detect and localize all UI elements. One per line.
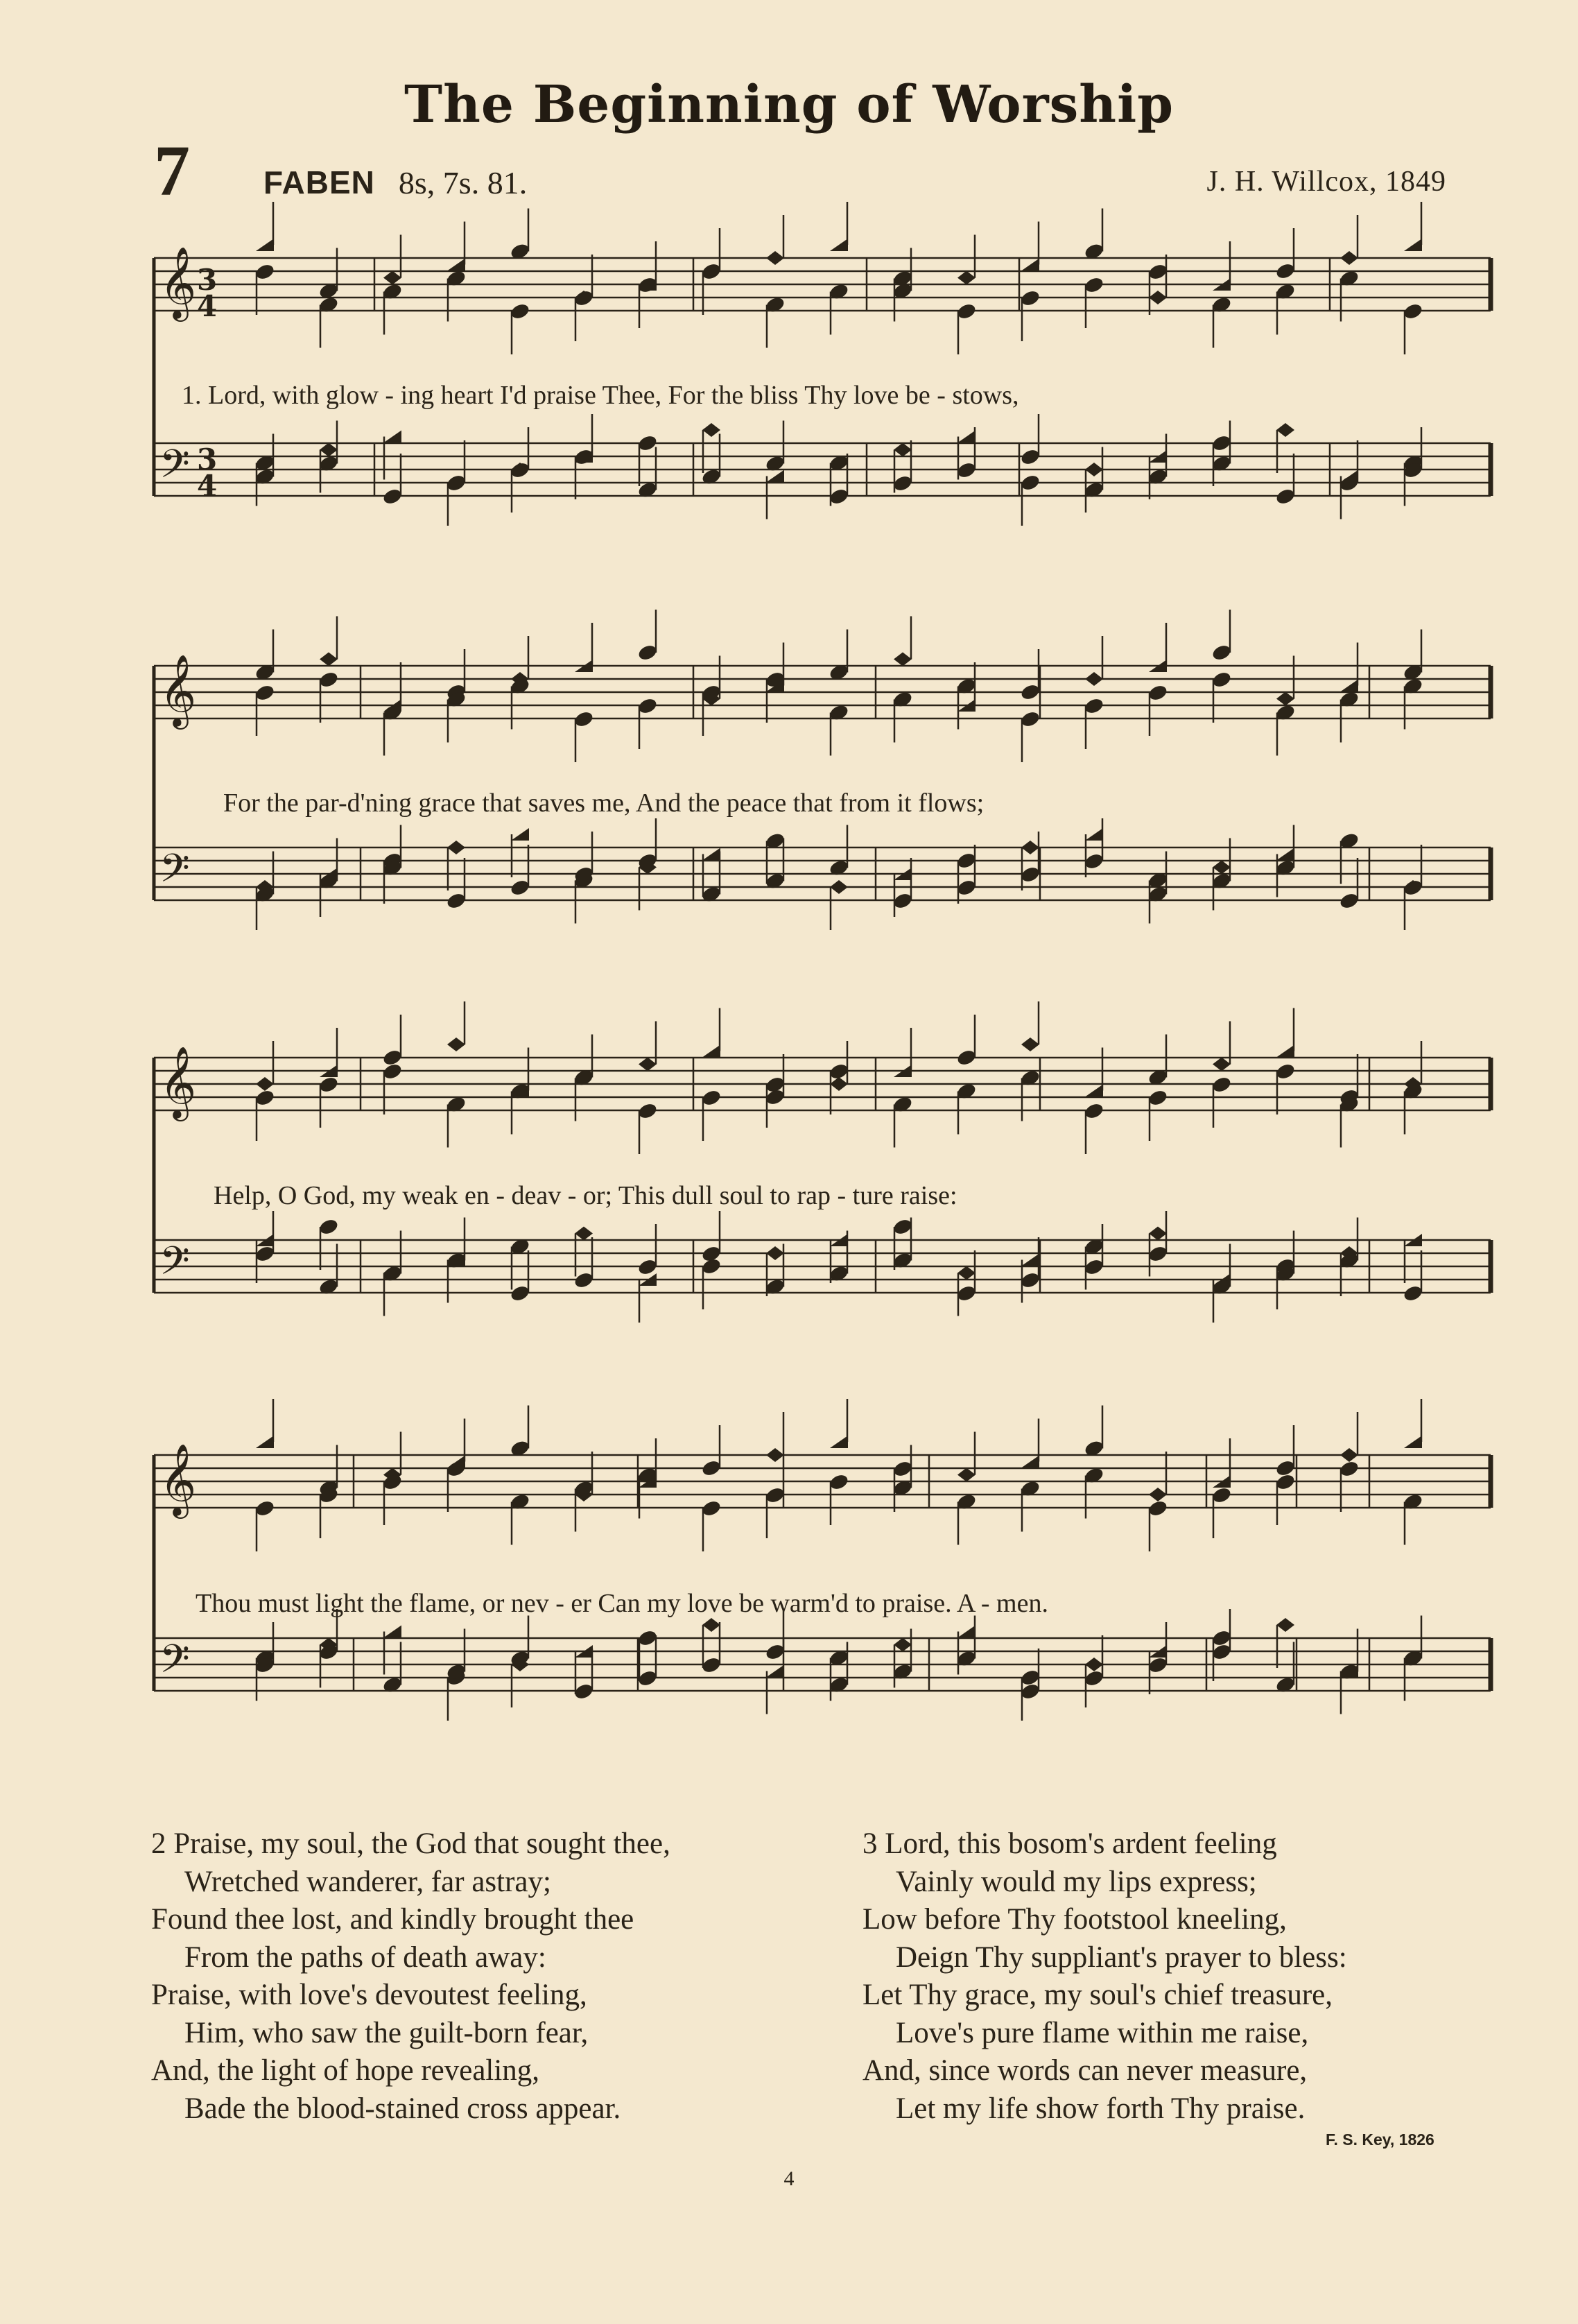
shape-note-head (830, 239, 848, 251)
shape-note-head (702, 423, 720, 437)
bass-clef: 𝄢 (159, 1637, 190, 1692)
treble-clef: 𝄞 (159, 1443, 197, 1516)
shape-note-head (1085, 1658, 1103, 1671)
verse-line: Let Thy grace, my soul's chief treasure, (862, 1979, 1333, 2011)
shape-note-head (766, 1448, 784, 1462)
shape-note-head (957, 1468, 976, 1482)
verse-line: Vainly would my lips express; (896, 1865, 1257, 1898)
shape-note-head (894, 653, 912, 666)
time-signature-top: 3 (197, 263, 218, 297)
shape-note-head (1021, 841, 1039, 854)
shape-note-head (447, 841, 465, 854)
shape-note-head (383, 271, 401, 285)
shape-note-head (1149, 1227, 1167, 1241)
meter: 8s, 7s. 81. (398, 165, 528, 200)
shape-note-head (766, 251, 784, 265)
lyrics-line-2: For the par-d'ning grace that saves me, And the peace that from it flows; (223, 789, 985, 818)
shape-note-head (830, 1077, 848, 1091)
composer: J. H. Willcox, 1849 (1206, 166, 1446, 198)
shape-note-head (1340, 1448, 1358, 1462)
verse-line: Let my life show forth Thy praise. (896, 2092, 1306, 2125)
shape-note-head (702, 1618, 720, 1632)
shape-note-head (1085, 828, 1103, 841)
verse-line: Wretched wanderer, far astray; (184, 1865, 551, 1898)
shape-note-head (1021, 259, 1039, 271)
hymn-section-title: The Beginning of Worship (404, 75, 1174, 135)
shape-note-head (256, 1077, 274, 1091)
shape-note-head (1213, 861, 1231, 875)
shape-note-head (957, 431, 976, 443)
page-number: 4 (783, 2167, 795, 2190)
shape-note-head (1149, 291, 1167, 304)
shape-note-head (1276, 692, 1294, 706)
shape-note-head (1021, 1038, 1039, 1051)
verse-line: Found thee lost, and kindly brought thee (151, 1903, 634, 1936)
shape-note-head (1149, 1488, 1167, 1501)
shape-note-head (766, 470, 784, 483)
verse-line: From the paths of death away: (184, 1940, 546, 1974)
shape-note-head (511, 828, 529, 841)
lyrics-line-1: 1. Lord, with glow - ing heart I'd praise Thee, For the bliss Thy love be - stows, (182, 381, 1019, 410)
shape-note-head (1021, 1254, 1039, 1266)
shape-note-head (766, 1665, 784, 1678)
verse-line: 2 Praise, my soul, the God that sought thee, (151, 1827, 670, 1860)
shape-note-head (1276, 1618, 1294, 1632)
verse-line: Love's pure flame within me raise, (896, 2016, 1309, 2049)
shape-note-head (702, 848, 720, 861)
verse-line: Bade the blood-stained cross appear. (184, 2092, 621, 2125)
verse-line: Praise, with love's devoutest feeling, (151, 1979, 587, 2011)
shape-note-head (320, 443, 338, 457)
bass-clef: 𝄢 (159, 846, 190, 901)
shape-note-head (383, 1626, 401, 1638)
shape-note-head (447, 1038, 465, 1051)
shape-note-head (383, 431, 401, 443)
shape-note-head (1340, 680, 1358, 692)
treble-clef: 𝄞 (159, 1046, 197, 1119)
shape-note-head (894, 1638, 912, 1652)
shape-note-head (1021, 1456, 1039, 1468)
shape-note-head (320, 653, 338, 666)
time-signature-top: 3 (197, 442, 218, 476)
shape-note-head (1085, 463, 1103, 476)
shape-note-head (1404, 1436, 1422, 1448)
shape-note-head (639, 1058, 657, 1071)
shape-note-head (957, 1626, 976, 1638)
hymn-number: 7 (154, 131, 190, 211)
bass-clef: 𝄢 (159, 442, 190, 497)
verse-line: Deign Thy suppliant's prayer to bless: (896, 1940, 1347, 1974)
treble-clef: 𝄞 (159, 654, 197, 727)
verse-line: And, since words can never measure, (862, 2054, 1308, 2087)
shape-note-head (1276, 848, 1294, 861)
verse-3 (862, 1825, 1347, 2128)
shape-note-head (256, 239, 274, 251)
shape-note-head (766, 1246, 784, 1260)
shape-note-head (447, 259, 465, 271)
treble-clef: 𝄞 (159, 246, 197, 319)
verse-line: And, the light of hope revealing, (151, 2054, 540, 2087)
shape-note-head (702, 1045, 720, 1058)
tune-name: FABEN (263, 164, 375, 200)
verse-line: Him, who saw the guilt-born fear, (184, 2016, 589, 2049)
verse-2 (151, 1825, 670, 2128)
lyrics-line-4: Thou must light the flame, or nev - er Can my love be warm'd to praise. A - men. (196, 1589, 1048, 1618)
bass-clef: 𝄢 (159, 1239, 190, 1293)
time-signature-bottom: 4 (197, 289, 218, 323)
shape-note-head (575, 1227, 593, 1241)
shape-note-head (256, 1436, 274, 1448)
shape-note-head (1085, 672, 1103, 686)
shape-note-head (1276, 423, 1294, 437)
shape-note-head (830, 1436, 848, 1448)
text-credit: F. S. Key, 1826 (1326, 2131, 1434, 2149)
time-signature-bottom: 4 (197, 469, 218, 503)
shape-note-head (957, 1266, 976, 1280)
lyrics-line-3: Help, O God, my weak en - deav - or; This dull soul to rap - ture raise: (214, 1181, 957, 1210)
shape-note-head (1404, 239, 1422, 251)
verse-line: 3 Lord, this bosom's ardent feeling (862, 1827, 1277, 1860)
shape-note-head (1276, 1045, 1294, 1058)
verse-line: Low before Thy footstool kneeling, (862, 1903, 1287, 1936)
shape-note-head (1085, 1085, 1103, 1097)
shape-note-head (957, 271, 976, 285)
shape-note-head (1213, 1058, 1231, 1071)
shape-note-head (830, 880, 848, 894)
shape-note-head (1340, 251, 1358, 265)
shape-note-head (894, 443, 912, 457)
